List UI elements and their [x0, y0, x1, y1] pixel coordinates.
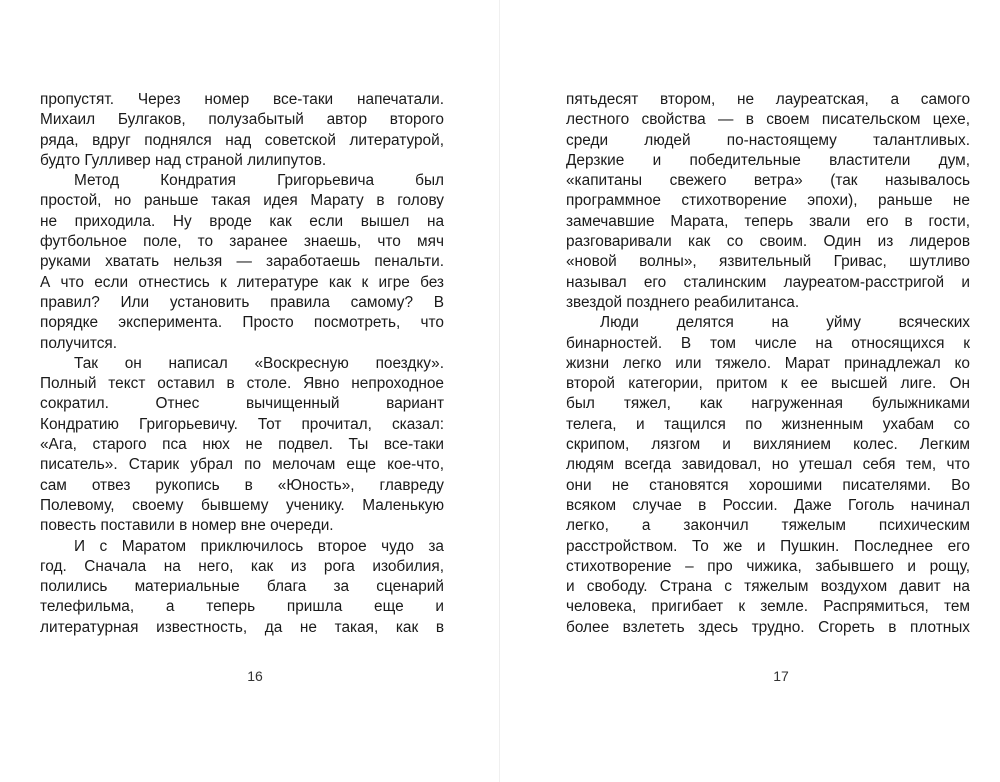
right-page [500, 0, 1000, 782]
text-line: руками хватать нельзя — заработаешь пенальти. [40, 253, 444, 271]
text-line: стихотворение – про чижика, забывшего и рощу, [566, 557, 970, 575]
text-line: И с Маратом приключилось второе чудо за [74, 537, 444, 555]
page-number: 16 [247, 668, 263, 684]
text-line: более взлететь здесь трудно. Сгореть в плотных [566, 618, 970, 636]
text-line: порядке эксперимента. Просто посмотреть, что [40, 314, 444, 332]
text-line: легко, а закончил тяжелым психическим [566, 517, 970, 535]
text-line: они не становятся хорошими писателями. Во [566, 476, 970, 494]
text-line: человека, пригибает к земле. Распрямиться, тем [566, 598, 970, 616]
text-line: футбольное поле, то заранее знаешь, что мяч [40, 233, 444, 251]
text-line: не приходила. Ну вроде как если вышел на [40, 212, 444, 230]
text-line: телефильма, а теперь пришла еще и [40, 598, 444, 616]
text-line: звездой позднего реабилитанса. [566, 293, 800, 311]
text-line: сам отвез рукопись в «Юность», главреду [40, 476, 444, 494]
text-line: лестного свойства — в своем писательском цехе, [566, 111, 970, 129]
text-line: полились материальные блага за сценарий [40, 578, 444, 596]
text-line: «Ага, старого пса нюх не подвел. Ты все-таки [40, 436, 444, 454]
left-page-text [40, 90, 444, 638]
text-line: людям всегда завидовал, но утешал себя тем, что [566, 456, 970, 474]
text-line: литературная известность, да не такая, как в [40, 618, 444, 636]
text-line: среди людей по-настоящему талантливых. [566, 131, 970, 149]
text-line: Михаил Булгаков, полузабытый автор второго [40, 111, 444, 129]
right-page-text [566, 90, 970, 638]
text-line: программное стихотворение эпохи), раньше не [566, 192, 970, 210]
text-line: Полевому, своему бывшему ученику. Маленькую [40, 496, 444, 514]
text-line: повесть поставили в номер вне очереди. [40, 517, 334, 535]
text-line: разговаривали как со своим. Один из лидеров [566, 233, 970, 251]
text-line: бинарностей. В том числе на относящихся к [566, 334, 970, 352]
text-line: Полный текст оставил в столе. Явно непроходное [40, 375, 444, 393]
text-line: скрипом, лязгом и вихлянием колес. Легким [566, 436, 970, 454]
text-line: А что если отнестись к литературе как к игре без [40, 273, 444, 291]
text-line: Дерзкие и победительные властители дум, [566, 151, 970, 169]
text-line: Метод Кондратия Григорьевича был [74, 172, 444, 190]
text-line: был тяжел, как нагруженная булыжниками [566, 395, 970, 413]
text-line: пятьдесят втором, не лауреатская, а самого [566, 91, 970, 108]
text-line: будто Гулливер над страной лилипутов. [40, 151, 327, 169]
text-line: «новой волны», язвительный Гривас, шутливо [566, 253, 970, 271]
text-line: называл его сталинским лауреатом-расстригой и [566, 273, 970, 291]
text-line: замечавшие Марата, теперь звали его в гости, [566, 212, 970, 230]
text-line: Люди делятся на уйму всяческих [600, 314, 970, 332]
text-line: ряда, вдруг поднялся над советской литературой, [40, 131, 444, 149]
text-line: и свободу. Страна с тяжелым воздухом давит на [566, 578, 970, 596]
text-line: сократил. Отнес вычищенный вариант [40, 395, 444, 413]
text-line: писатель». Старик убрал по мелочам еще кое-что, [40, 456, 444, 474]
text-line: получится. [40, 334, 118, 352]
text-line: год. Сначала на него, как из рога изобилия, [40, 557, 444, 575]
text-line: правил? Или установить правила самому? В [40, 293, 444, 311]
text-line: простой, но раньше такая идея Марату в голову [40, 192, 444, 210]
text-line: Кондратию Григорьевичу. Тот прочитал, сказал: [40, 415, 444, 433]
text-line: жизни легко или тяжело. Марат принадлежал ко [566, 354, 970, 372]
text-line: Так он написал «Воскресную поездку». [74, 354, 444, 372]
text-line: пропустят. Через номер все-таки напечатали. [40, 91, 444, 108]
text-line: расстройством. То же и Пушкин. Последнее его [566, 537, 970, 555]
page-number: 17 [773, 668, 789, 684]
text-line: второй категории, притом к ее высшей лиге. Он [566, 375, 970, 393]
text-line: всяком случае в России. Даже Гоголь начинал [566, 496, 970, 514]
text-line: «капитаны свежего ветра» (так называлось [566, 172, 970, 190]
text-line: телега, и тащился по жизненным ухабам со [566, 415, 970, 433]
